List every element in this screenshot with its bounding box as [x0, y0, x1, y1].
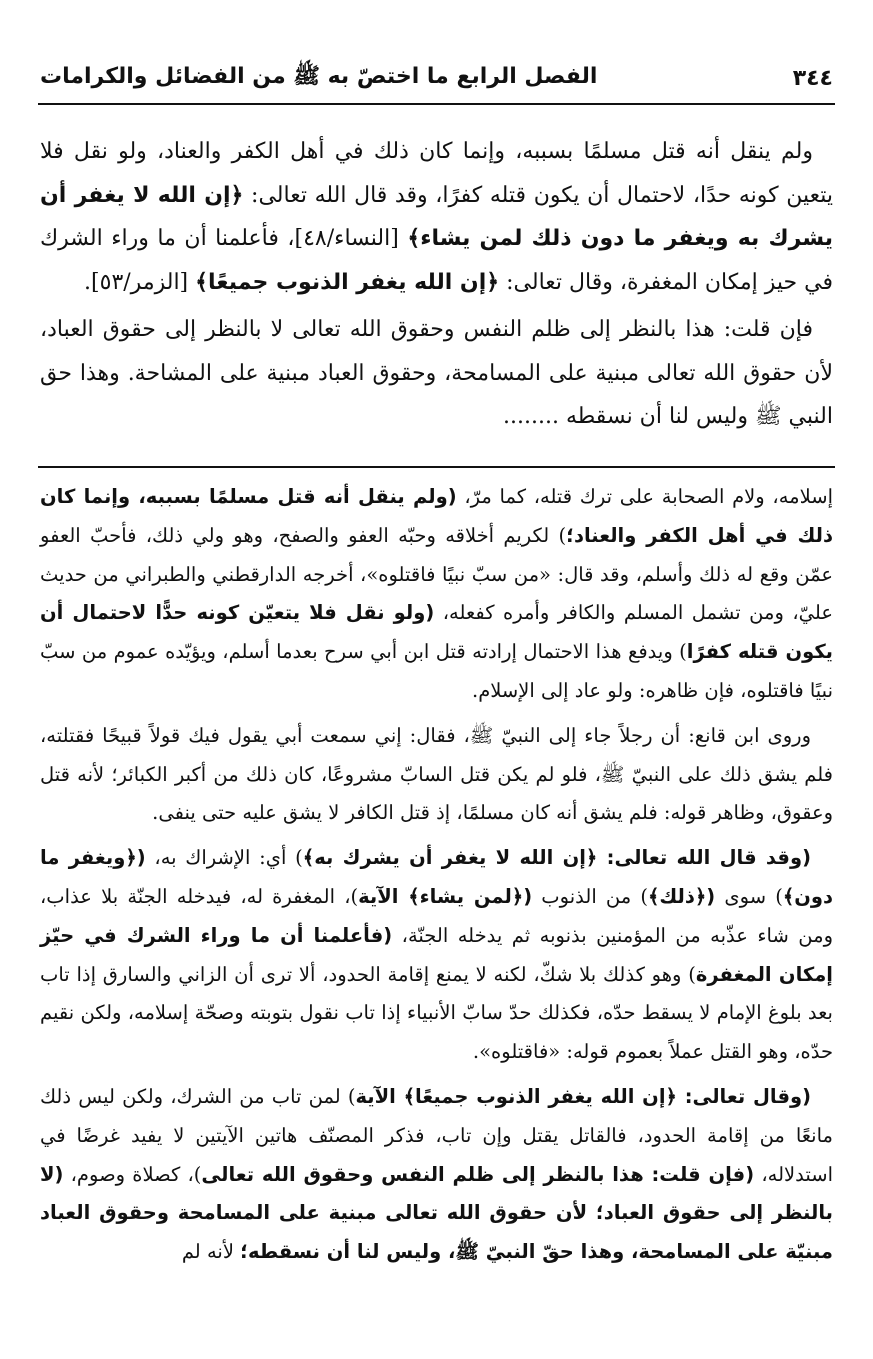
commentary-paragraph-1	[40, 478, 833, 711]
commentary-divider	[38, 466, 835, 468]
commentary-span: ) أي: الإشراك به،	[145, 846, 303, 870]
chapter-title: الفصل الرابع ما اختصّ به ﷺ من الفضائل والكرامات	[40, 64, 598, 89]
quoted-matn: (فإن قلت: هذا بالنظر إلى ظلم النفس وحقوق الله تعالى	[201, 1162, 755, 1186]
commentary-paragraph-2: وروى ابن قانع: أن رجلاً جاء إلى النبيّ ﷺ، فقال: إني سمعت أبي يقول فيك قولاً قبيحًا فقتلته، فلم يشق ذلك على النبيّ ﷺ، فلو لم يكن قتل السابّ مشروعًا، كان ذلك من أكبر الكبائر؛ لأنه قتل وعقوق، وظاهر قوله: فلم يشق أنه كان مسلمًا، إذ قتل الكافر لا يشق عليه حتى ينفى.	[40, 723, 833, 825]
quoted-matn: (ولو نقل فلا يتعيّن كونه حدًّا لاحتمال أن يكون قتله كفرًا	[40, 601, 834, 664]
page-header	[40, 58, 833, 98]
quoted-matn: (وقد قال الله تعالى: ﴿إن الله لا يغفر أن يشرك به﴾	[302, 846, 811, 870]
main-text	[40, 130, 833, 443]
commentary-span: لأنه لم	[181, 1240, 241, 1264]
main-paragraph-2: فإن قلت: هذا بالنظر إلى ظلم النفس وحقوق الله تعالى لا بالنظر إلى حقوق العباد، لأن حقوق الله تعالى مبنية على المسامحة، وحقوق العباد مبنية على المشاحة. وهذا حق النبي ﷺ وليس لنا أن نسقطه ........	[40, 317, 833, 429]
quoted-matn: (ولم ينقل أنه قتل مسلمًا بسببه، وإنما كان ذلك في أهل الكفر والعناد؛	[40, 485, 833, 547]
commentary-span: ) من الذنوب	[532, 884, 648, 908]
commentary-span: )، المغفرة له، فيدخله الجنّة بلا عذاب، ومن شاء عذّبه من المؤمنين بذنوبه ثم يدخله الجنّة،	[40, 884, 833, 947]
quran-verse: ﴿إن الله لا يغفر أن يشرك به ويغفر ما دون ذلك لمن يشاء﴾	[40, 182, 833, 251]
main-text-span: [الزمر/٥٣].	[84, 269, 196, 295]
quoted-matn: (فأعلمنا أن ما وراء الشرك في حيّز إمكان المغفرة	[40, 923, 833, 986]
quoted-matn: (﴿لمن يشاء﴾ الآية	[358, 884, 533, 908]
commentary-span: ) وهو كذلك بلا شكّ، لكنه لا يمنع إقامة الحدود، ألا ترى أن الزاني والسارق إذا تاب بعد بلوغ الإمام لا يسقط حدّه، فكذلك حدّ سابّ الأنبياء إذا تاب نقول بتوبته وصحّة إسلامه، ولكن نقيم حدّه، وهو القتل عملاً بعموم قوله: «فاقتلوه».	[40, 962, 833, 1064]
quran-verse: ﴿إن الله يغفر الذنوب جميعًا﴾	[195, 269, 500, 295]
page-number: ٣٤٤	[792, 65, 833, 91]
commentary-span: ) لمن تاب من الشرك، ولكن ليس ذلك مانعًا من إقامة الحدود، فالقاتل يقتل وإن تاب، فذكر المصنّف هاتين الآيتين لا يفيد غرضًا في استدلاله،	[40, 1084, 834, 1186]
commentary-paragraph-4	[40, 1078, 833, 1272]
commentary-span: ) ويدفع هذا الاحتمال إرادته قتل ابن أبي سرح بعدما أسلم، ويؤيّده عموم من سبّ نبيًا فاقتلوه، فإن ظاهره: ولو عاد إلى الإسلام.	[40, 640, 833, 702]
quoted-matn: (وقال تعالى: ﴿إن الله يغفر الذنوب جميعًا﴾ الآية	[355, 1084, 811, 1108]
commentary-span: )، كصلاة وصوم،	[63, 1162, 202, 1186]
quoted-matn: (﴿ويغفر ما دون﴾	[40, 846, 834, 908]
main-text-span: [النساء/٤٨]، فأعلمنا أن ما وراء الشرك في حيز إمكان المغفرة، وقال تعالى:	[40, 226, 833, 295]
commentary-span: ) سوى	[715, 884, 783, 908]
main-text-span: ولم ينقل أنه قتل مسلمًا بسببه، وإنما كان ذلك في أهل الكفر والعناد، ولو نقل فلا يتعين كونه حدًا، لاحتمال أن يكون قتله كفرًا، وقد قال الله تعالى:	[40, 139, 833, 208]
main-paragraph-1	[40, 130, 833, 304]
quoted-matn: (لا بالنظر إلى حقوق العباد؛ لأن حقوق الله تعالى مبنية على المسامحة وحقوق العباد مبنيّة على المسامحة، وهذا حقّ النبيّ ﷺ، وليس لنا أن نسقطه؛	[40, 1162, 833, 1264]
commentary-paragraph-3	[40, 839, 833, 1072]
header-divider	[38, 103, 835, 105]
quoted-matn: (﴿ذلك﴾	[647, 884, 716, 908]
commentary-span: ) لكريم أخلاقه وحبّه العفو والصفح، وهو ولي ذلك، فأحبّ العفو عمّن وقع له ذلك وأسلم، وقد قال: «من سبّ نبيًا فاقتلوه»، أخرجه الدارقطني والطبراني من حديث عليّ، ومن تشمل المسلم والكافر وأمره كفعله،	[40, 523, 833, 625]
commentary-span: إسلامه، ولام الصحابة على ترك قتله، كما مرّ،	[456, 485, 833, 508]
commentary-text	[40, 478, 833, 1278]
